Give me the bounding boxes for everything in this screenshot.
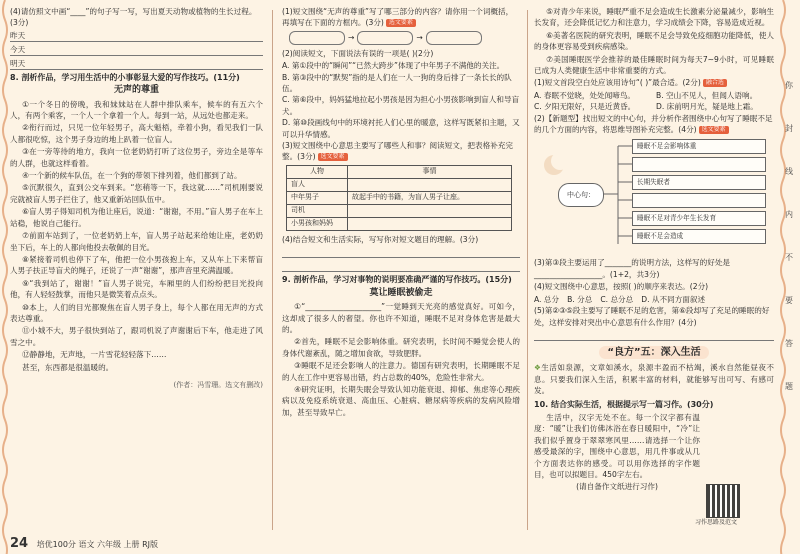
writing-tip: ❖生活如泉源，文章如溪水，泉源丰盈而不枯竭，溪水自然能昼夜不息。只要我们深入生活，积累丰富的材料，就能够写出可写、有感可发。 — [534, 363, 775, 396]
sidebar-char: 要 — [785, 296, 793, 305]
story-paragraph: ⑤沉默很久，直到公交车到来。“您稍等一下，我这就……”司机刚要说完就被盲人男子拦住了，他又重新站回队伍中。 — [10, 183, 263, 204]
line-label-today: 今天 — [10, 44, 26, 54]
moon-sleep-icon — [544, 152, 569, 175]
option-item[interactable]: D. 第⑩段画线句中的环境衬托人们心里的暖意，这样写既紧扣主题，又可以升华情感。 — [282, 118, 520, 139]
option-item[interactable]: B. 第③段中的“默契”指的是人们在一人一狗的身后排了一条长长的队伍。 — [282, 72, 512, 94]
article-paragraph: ④研究证明，长期失眠会导致认知功能衰退、抑郁、焦虑等心理疾病以及免疫系统衰退、高血压、心脏病、糖尿病等疾病的发病风险增加，甚至导致早亡。 — [282, 384, 520, 417]
exam-tag: 选文要素 — [386, 19, 416, 27]
option-item[interactable]: B. 分总 — [567, 294, 593, 304]
option-item[interactable]: D. 床前明月光，疑是地上霜。 — [656, 102, 758, 112]
article-para-7: ⑦美国睡眠医学会推荐的最佳睡眠时间为每天7~9小时，可见睡眠已成为人类健康生活中非常重要的方式。 — [534, 54, 774, 76]
story-paragraph: ④一个新的候车队伍，在一个狗的带领下排列着，他们都到了站。 — [22, 171, 242, 181]
sidebar-char: 答 — [785, 339, 793, 348]
q5-prompt: (5)第②③⑤段主要写了睡眠不足的危害，第⑥段却写了充足的睡眠的好处，这样安排对突出中心意思有什么作用？(4分) — [534, 306, 770, 327]
mind-map — [534, 137, 774, 255]
exam-tag: 融合选 — [703, 79, 727, 87]
q1-prompt: (1)短文围绕“无声的尊重”写了哪三部分的内容？请你用一个词概括，再填写在下面的方框内。(3分) 选文要素 — [282, 7, 514, 28]
mind-map-box[interactable]: 长期失眠者 — [632, 175, 766, 190]
q1-prompt: (1)短文首段空白处应该用诗句“( )”最合适。(2分) 融合选 — [534, 77, 774, 88]
q1-answer-boxes: → → — [286, 31, 520, 45]
answer-box[interactable] — [357, 31, 413, 45]
q2-options — [282, 60, 520, 140]
option-item[interactable]: C. 总分总 — [600, 294, 634, 304]
mind-map-box[interactable] — [632, 193, 766, 208]
q4-options — [534, 294, 774, 305]
line-label-tomorrow: 明天 — [10, 58, 26, 68]
option-item[interactable]: B. 空山不见人，但闻人语响。 — [656, 90, 758, 100]
table-row — [287, 178, 512, 191]
article-paragraph: ①“____________________”一觉睡到天光亮的感觉真好。可如今，这却成了很多人的奢望。你也许不知道，睡眠不足对身体危害是最大的。 — [282, 302, 520, 334]
q3-prompt: (3)第③段主要运用了_______的说明方法，这样写的好处是__________________。(1+2，共3分) — [534, 258, 731, 279]
line-label-yesterday: 昨天 — [10, 30, 26, 40]
article-paragraph: ②首先，睡眠不足会影响体重。研究表明，长时间不睡觉会使人的身体代谢紊乱，随之增加食欲，导致肥胖。 — [282, 337, 520, 358]
exam-tag: 选文要素 — [318, 153, 348, 161]
page-footer — [10, 536, 158, 551]
article-body — [282, 301, 520, 418]
story-paragraph: ⑩本上，人们的目光都聚焦在盲人男子身上，每个人都在用无声的方式表达尊重。 — [10, 302, 263, 323]
article-para-6: ⑥美著名医院的研究表明，睡眠不足会导致免疫细胞功能降低，使人的身体更容易受到疾病感染。 — [534, 30, 774, 52]
answer-line[interactable] — [10, 30, 263, 42]
q8-heading: 8. 剖析作品，学习用生活中的小事彰显大爱的写作技巧。(11分) — [10, 72, 240, 82]
story-paragraph: ⑪小城不大，男子很快到站了，跟司机说了声谢谢后下车，他走进了风雪之中。 — [10, 326, 263, 347]
answer-line[interactable] — [10, 44, 263, 56]
q9-heading: 9. 剖析作品，学习对事物的说明要准确严谨的写作技巧。(15分) — [282, 275, 512, 285]
option-item[interactable]: A. 第①段中的“瞬间”“已然大跨步”体现了中年男子不满他的关注。 — [282, 61, 505, 71]
leaf-icon: ❖ — [534, 363, 542, 373]
qr-label: 习作思路及范文 — [695, 519, 738, 526]
answer-box[interactable] — [289, 31, 345, 45]
story-title: 无声的尊重 — [113, 85, 159, 96]
table-cell-person: 盲人 — [287, 178, 348, 191]
option-item[interactable]: C. 夕阳无限好，只是近黄昏。 — [534, 102, 636, 112]
mind-map-center: 中心句： — [558, 183, 604, 207]
option-item[interactable]: D. 从不同方面叙述 — [641, 294, 706, 304]
table-cell-event[interactable]: 故起手中的书籍，为盲人男子让座。 — [348, 191, 512, 204]
binding-margin-notice — [782, 80, 796, 424]
table-row — [287, 204, 512, 217]
section-heading: “良方”五：深入生活 — [534, 347, 774, 358]
story-paragraph: ⑫静静地，无声地，一片雪花轻轻落下…… — [22, 350, 167, 360]
exam-tag: 选文要素 — [699, 126, 729, 134]
mind-map-box[interactable]: 睡眠不足会影响体重 — [632, 139, 766, 154]
table-cell-event[interactable] — [348, 204, 512, 217]
qr-code-icon[interactable] — [706, 484, 740, 518]
sidebar-char: 题 — [785, 382, 793, 391]
story-paragraph: ⑧紧接着司机也停下了车，他把一位小男孩抱上车，又从车上下来帮盲人男子扶正导盲犬的绳子，还说了一声“谢谢”，那声音里充满温暖。 — [10, 254, 263, 276]
table-cell-event[interactable] — [348, 178, 512, 191]
column-middle — [282, 6, 520, 419]
story-source: (作者：冯雪珊。选文有删改) — [173, 380, 263, 389]
story-paragraph: ⑦前面车站到了，一位老奶奶上车，盲人男子站起来给她让座，老奶奶坐下后，车上的人都向他投去敬佩的目光。 — [10, 231, 263, 252]
q4-prompt: (4)请仿照文中画“____”的句子写一写，写出夏天动物或植物的生长过程。(3分) — [10, 7, 257, 28]
q10-hint: (请自备作文纸进行习作) — [576, 482, 658, 492]
column-right — [534, 6, 774, 493]
table-header-cell: 人物 — [287, 165, 348, 178]
article-title: 莫让睡眠被偷走 — [369, 287, 433, 298]
characters-events-table — [286, 165, 512, 231]
left-wavy-border — [0, 0, 10, 554]
table-header-cell: 事情 — [348, 165, 512, 178]
answer-line[interactable] — [282, 246, 520, 258]
story-tail: 甚至，东西都是很温暖的。 — [22, 362, 114, 372]
option-item[interactable]: C. 第⑥段中，妈妈猛地拉起小男孩是因为担心小男孩影响到盲人和导盲犬。 — [282, 95, 520, 116]
story-paragraph: ②衔行而过，只见一位年轻男子，高大魁梧，牵着小狗，看见我们一队人都很吃惊，这个男子身边的地上趴着一位盲人。 — [10, 123, 263, 144]
answer-line[interactable] — [282, 260, 520, 272]
q4-prompt: (4)结合短文和生活实际，写写你对短文题目的理解。(3分) — [282, 234, 479, 244]
q10-body: 生活中，汉字无处不在。每一个汉字都有温度：“暖”让我们仿佛沐浴在春日暖阳中，“冷”让我们似乎置身于翠翠寒风里……请选择一个让你感受最深的字，围绕中心意思，用几件事或从几个方面表达你的感受。可以用你选择的字作题目，也可以拟题目。450字左右。 — [534, 412, 700, 479]
sidebar-char: 封 — [785, 124, 793, 133]
option-item[interactable]: A. 春眠不觉晓，处处闻啼鸟。 — [534, 90, 636, 100]
table-row — [287, 191, 512, 204]
table-row — [287, 217, 512, 230]
sidebar-char: 你 — [785, 81, 793, 90]
q1-options — [534, 90, 774, 113]
story-paragraph: ③在一旁等待的地方，我向一位老奶奶打听了这位男子，旁边全是等车的人群，也就这样看着。 — [10, 147, 263, 168]
q4-prompt: (4)短文围绕中心意思，按照( )的顺序来表达。(2分) — [534, 282, 709, 292]
table-cell-person: 小男孩和妈妈 — [287, 217, 348, 230]
article-para-5: ⑤对青少年来说，睡眠严重不足会造成生长激素分泌量减少，影响生长发育，还会降低记忆力和注意力，学习成绩会下降，容易造成近视。 — [534, 7, 774, 28]
sidebar-char: 不 — [785, 253, 793, 262]
sidebar-char: 线 — [785, 167, 793, 176]
q2-prompt: (2)【新题型】找出短文的中心句，并分析作者围绕中心句写了睡眠不足的几个方面的内容，将思维导图补充完整。(4分) 选文要素 — [534, 113, 773, 135]
story-paragraph: ⑥盲人男子得知司机为他让座后，说道：“谢谢，不用。”盲人男子在车上站稳，他说自己能行。 — [10, 207, 263, 228]
answer-line[interactable] — [534, 329, 774, 341]
story-paragraph: ①一个冬日的傍晚，我和妹妹站在人群中排队乘车，候车的有五六个人，有两个乘客，一个人一个拿着一个人。每到一站，从远处也都走来。 — [10, 99, 263, 121]
book-info: 培优100分 语文 六年级 上册 RJ版 — [36, 540, 158, 549]
mind-map-box[interactable]: 睡眠不足会造成 — [632, 229, 766, 244]
sidebar-char: 内 — [785, 210, 793, 219]
q3-prompt: (3)短文围绕中心意思主要写了哪些人和事？阅读短文，把表格补充完整。(3分) 选文要素 — [282, 141, 513, 162]
story-paragraph: ⑨“我到站了，谢谢！”盲人男子说完，车厢里的人们纷纷把目光投向他，有人轻轻鼓掌，而他只是微笑着点点头。 — [10, 278, 263, 300]
q2-prompt: (2)阅读短文，下面说法有误的一项是( )(2分) — [282, 48, 434, 58]
option-item[interactable]: A. 总分 — [534, 294, 560, 304]
column-divider — [527, 10, 528, 530]
q10-heading: 10. 结合实际生活，根据提示写一篇习作。(30分) — [534, 399, 714, 409]
column-left — [10, 6, 263, 398]
table-cell-person: 中年男子 — [287, 191, 348, 204]
mind-map-box[interactable]: 睡眠不足对青少年生长发育 — [632, 211, 766, 226]
story-body — [10, 99, 263, 361]
table-cell-person: 司机 — [287, 204, 348, 217]
answer-line[interactable] — [10, 58, 263, 70]
page-number: 24 — [10, 536, 29, 551]
column-divider — [272, 10, 273, 530]
table-cell-event[interactable] — [348, 217, 512, 230]
article-paragraph: ③睡眠不足还会影响人的注意力。德国有研究表明，长期睡眠不足的人在工作中更容易出错，约占总数的40%，危险性非常大。 — [282, 361, 520, 382]
answer-box[interactable] — [426, 31, 482, 45]
mind-map-box[interactable] — [632, 157, 766, 172]
